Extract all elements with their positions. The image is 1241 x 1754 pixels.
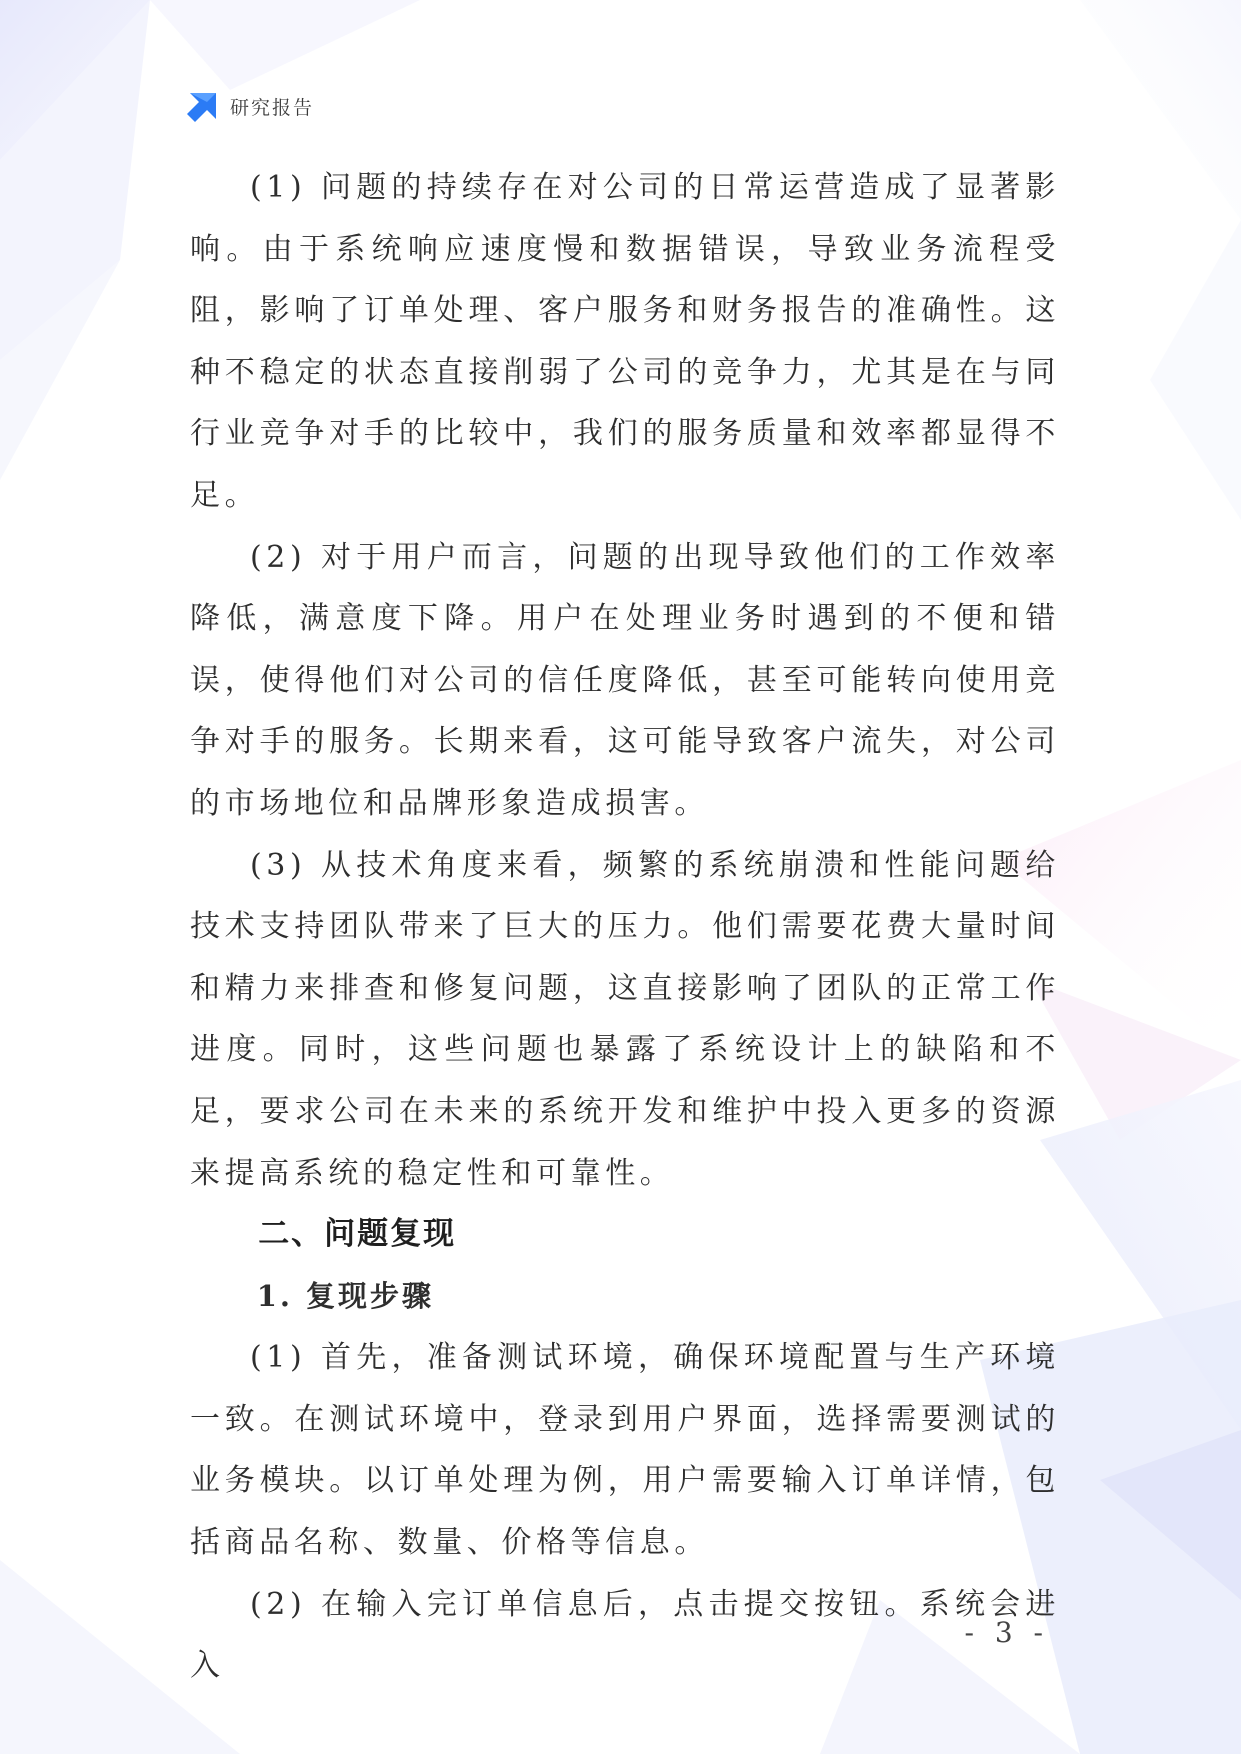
header-title: 研究报告: [230, 96, 315, 119]
page-number: - 3 -: [964, 1616, 1049, 1649]
paragraph: (1) 首先，准备测试环境，确保环境配置与生产环境一致。在测试环境中，登录到用户界面，选择需要测试的业务模块。以订单处理为例，用户需要输入订单详情，包括商品名称、数量、价格等信息。: [190, 1340, 1060, 1561]
section-heading: 二、问题复现: [258, 1216, 457, 1253]
arrow-up-right-icon: [186, 89, 220, 123]
paragraph: (3) 从技术角度来看，频繁的系统崩溃和性能问题给技术支持团队带来了巨大的压力。他们需要花费大量时间和精力来排查和修复问题，这直接影响了团队的正常工作进度。同时，这些问题也暴露了系统设计上的缺陷和不足，要求公司在未来的系统开发和维护中投入更多的资源来提高系统的稳定性和可靠性。: [190, 847, 1060, 1191]
document-body: [190, 157, 1060, 1697]
document-header: [186, 88, 314, 124]
section-subheading: 1. 复现步骤: [256, 1278, 435, 1313]
paragraph: (1) 问题的持续存在对公司的日常运营造成了显著影响。由于系统响应速度慢和数据错误，导致业务流程受阻，影响了订单处理、客户服务和财务报告的准确性。这种不稳定的状态直接削弱了公司的竞争力，尤其是在与同行业竞争对手的比较中，我们的服务质量和效率都显得不足。: [190, 170, 1060, 513]
paragraph: (2) 对于用户而言，问题的出现导致他们的工作效率降低，满意度下降。用户在处理业务时遇到的不便和错误，使得他们对公司的信任度降低，甚至可能转向使用竞争对手的服务。长期来看，这可能导致客户流失，对公司的市场地位和品牌形象造成损害。: [190, 539, 1060, 821]
paragraph: (2) 在输入完订单信息后，点击提交按钮。系统会进入: [190, 1586, 1060, 1684]
